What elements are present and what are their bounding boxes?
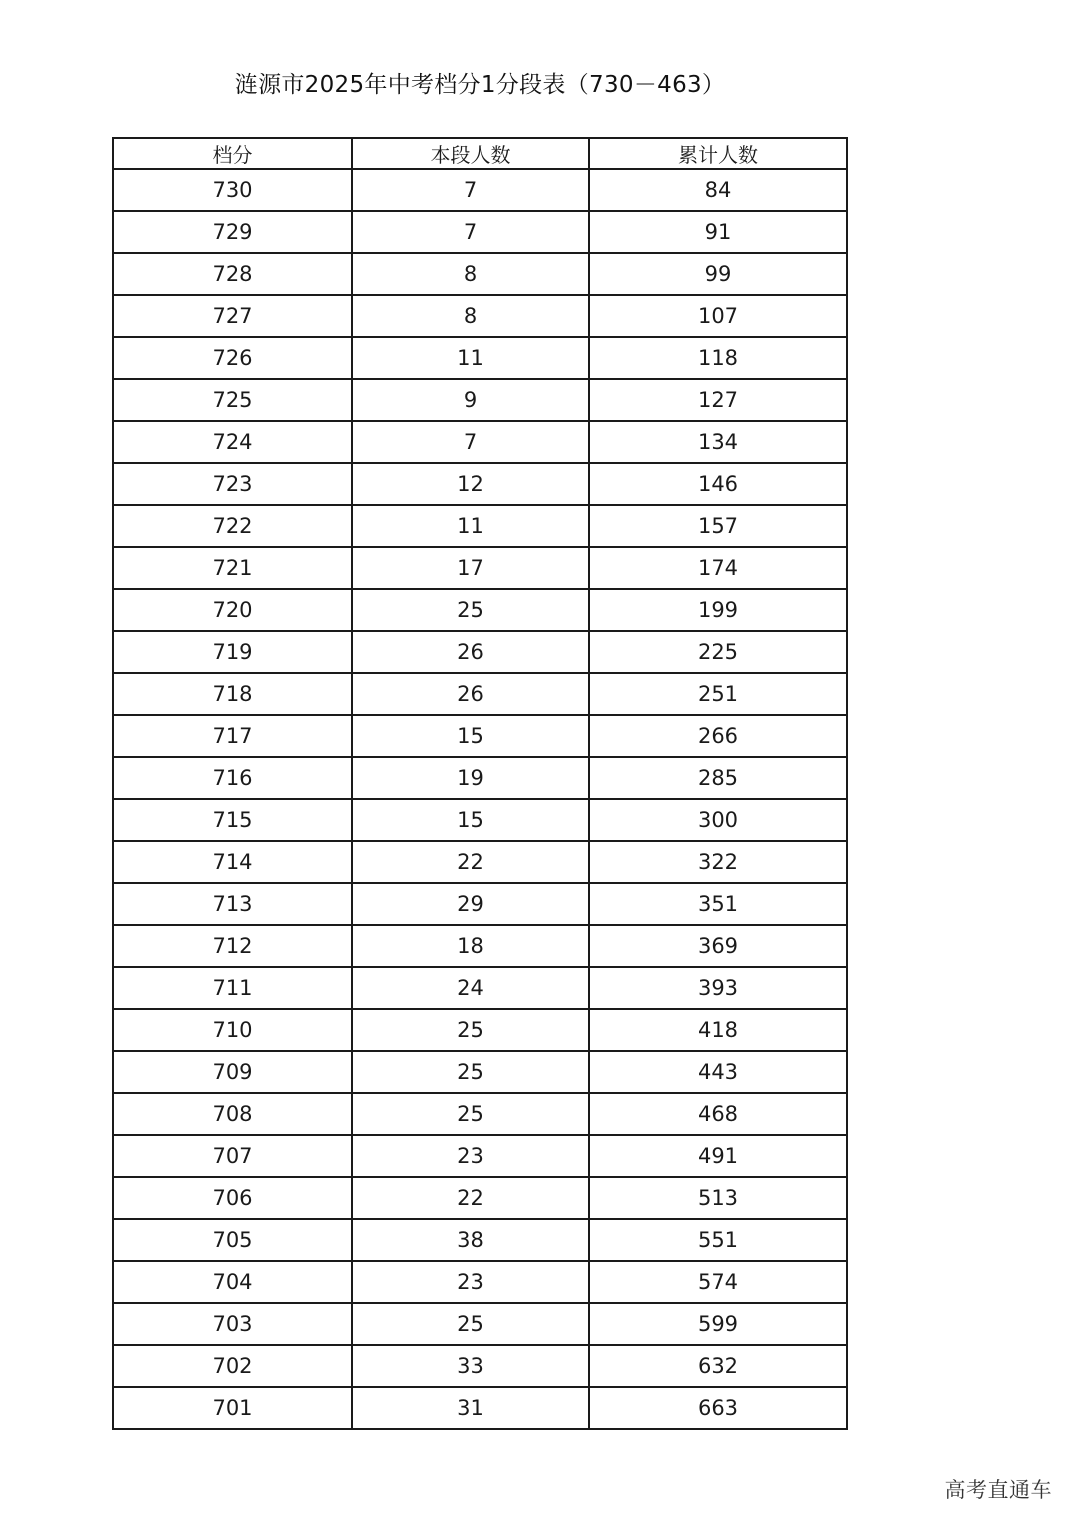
table-row: [113, 673, 847, 715]
cell-segment-count: 11: [352, 505, 589, 547]
cell-cumulative-count: 84: [589, 169, 847, 211]
cell-cumulative-count: 574: [589, 1261, 847, 1303]
table-row: [113, 295, 847, 337]
table-row: [113, 841, 847, 883]
cell-cumulative-count: 225: [589, 631, 847, 673]
table-row: [113, 631, 847, 673]
cell-segment-count: 17: [352, 547, 589, 589]
cell-cumulative-count: 127: [589, 379, 847, 421]
cell-score: 729: [113, 211, 352, 253]
cell-score: 705: [113, 1219, 352, 1261]
cell-score: 722: [113, 505, 352, 547]
cell-segment-count: 18: [352, 925, 589, 967]
cell-score: 706: [113, 1177, 352, 1219]
cell-segment-count: 12: [352, 463, 589, 505]
cell-cumulative-count: 266: [589, 715, 847, 757]
cell-cumulative-count: 351: [589, 883, 847, 925]
cell-segment-count: 15: [352, 799, 589, 841]
cell-score: 707: [113, 1135, 352, 1177]
cell-cumulative-count: 300: [589, 799, 847, 841]
table-row: [113, 715, 847, 757]
table-row: [113, 547, 847, 589]
cell-score: 718: [113, 673, 352, 715]
cell-score: 723: [113, 463, 352, 505]
cell-score: 703: [113, 1303, 352, 1345]
header-row: [113, 138, 847, 169]
table-row: [113, 463, 847, 505]
table-row: [113, 253, 847, 295]
table-row: [113, 1261, 847, 1303]
cell-score: 724: [113, 421, 352, 463]
cell-cumulative-count: 393: [589, 967, 847, 1009]
table-row: [113, 1135, 847, 1177]
cell-cumulative-count: 118: [589, 337, 847, 379]
cell-score: 708: [113, 1093, 352, 1135]
cell-score: 716: [113, 757, 352, 799]
cell-segment-count: 25: [352, 1303, 589, 1345]
cell-segment-count: 29: [352, 883, 589, 925]
cell-segment-count: 26: [352, 631, 589, 673]
cell-segment-count: 26: [352, 673, 589, 715]
table-row: [113, 1009, 847, 1051]
cell-cumulative-count: 99: [589, 253, 847, 295]
cell-score: 704: [113, 1261, 352, 1303]
cell-score: 726: [113, 337, 352, 379]
table-row: [113, 883, 847, 925]
cell-cumulative-count: 663: [589, 1387, 847, 1429]
cell-cumulative-count: 157: [589, 505, 847, 547]
cell-segment-count: 25: [352, 1009, 589, 1051]
cell-cumulative-count: 632: [589, 1345, 847, 1387]
cell-cumulative-count: 551: [589, 1219, 847, 1261]
table-row: [113, 169, 847, 211]
table-row: [113, 589, 847, 631]
cell-segment-count: 8: [352, 253, 589, 295]
table-row: [113, 379, 847, 421]
cell-segment-count: 7: [352, 211, 589, 253]
table-row: [113, 1345, 847, 1387]
cell-cumulative-count: 107: [589, 295, 847, 337]
page-title: 涟源市2025年中考档分1分段表（730－463）: [234, 72, 726, 98]
cell-cumulative-count: 134: [589, 421, 847, 463]
cell-segment-count: 19: [352, 757, 589, 799]
cell-score: 715: [113, 799, 352, 841]
cell-segment-count: 25: [352, 1051, 589, 1093]
column-header-cumulative-count: 累计人数: [589, 138, 847, 169]
cell-cumulative-count: 91: [589, 211, 847, 253]
table-row: [113, 1051, 847, 1093]
cell-score: 730: [113, 169, 352, 211]
cell-score: 711: [113, 967, 352, 1009]
cell-score: 719: [113, 631, 352, 673]
table-row: [113, 1177, 847, 1219]
cell-cumulative-count: 251: [589, 673, 847, 715]
table-row: [113, 1387, 847, 1429]
table-row: [113, 337, 847, 379]
cell-segment-count: 7: [352, 169, 589, 211]
cell-cumulative-count: 468: [589, 1093, 847, 1135]
cell-cumulative-count: 146: [589, 463, 847, 505]
table-row: [113, 799, 847, 841]
table-row: [113, 421, 847, 463]
cell-cumulative-count: 199: [589, 589, 847, 631]
cell-segment-count: 33: [352, 1345, 589, 1387]
cell-cumulative-count: 369: [589, 925, 847, 967]
column-header-segment-count: 本段人数: [352, 138, 589, 169]
cell-score: 725: [113, 379, 352, 421]
table-row: [113, 967, 847, 1009]
cell-score: 709: [113, 1051, 352, 1093]
cell-score: 717: [113, 715, 352, 757]
cell-segment-count: 23: [352, 1135, 589, 1177]
cell-score: 702: [113, 1345, 352, 1387]
cell-cumulative-count: 418: [589, 1009, 847, 1051]
cell-segment-count: 7: [352, 421, 589, 463]
score-distribution-table: [112, 137, 848, 1430]
cell-cumulative-count: 513: [589, 1177, 847, 1219]
cell-cumulative-count: 491: [589, 1135, 847, 1177]
cell-cumulative-count: 443: [589, 1051, 847, 1093]
cell-segment-count: 15: [352, 715, 589, 757]
table-row: [113, 925, 847, 967]
table-row: [113, 1303, 847, 1345]
watermark-text: 高考直通车: [944, 1478, 1052, 1502]
table-row: [113, 505, 847, 547]
cell-score: 728: [113, 253, 352, 295]
table-header: [113, 138, 847, 169]
cell-cumulative-count: 599: [589, 1303, 847, 1345]
cell-segment-count: 23: [352, 1261, 589, 1303]
cell-cumulative-count: 322: [589, 841, 847, 883]
table-row: [113, 757, 847, 799]
cell-score: 710: [113, 1009, 352, 1051]
cell-segment-count: 22: [352, 841, 589, 883]
cell-segment-count: 22: [352, 1177, 589, 1219]
table-row: [113, 1093, 847, 1135]
cell-score: 713: [113, 883, 352, 925]
cell-segment-count: 31: [352, 1387, 589, 1429]
table-row: [113, 211, 847, 253]
cell-segment-count: 24: [352, 967, 589, 1009]
cell-score: 721: [113, 547, 352, 589]
cell-segment-count: 9: [352, 379, 589, 421]
cell-score: 727: [113, 295, 352, 337]
cell-cumulative-count: 285: [589, 757, 847, 799]
table-row: [113, 1219, 847, 1261]
cell-segment-count: 25: [352, 1093, 589, 1135]
cell-segment-count: 25: [352, 589, 589, 631]
cell-segment-count: 8: [352, 295, 589, 337]
table-body: [113, 169, 847, 1429]
cell-cumulative-count: 174: [589, 547, 847, 589]
column-header-score: 档分: [113, 138, 352, 169]
cell-score: 712: [113, 925, 352, 967]
cell-segment-count: 11: [352, 337, 589, 379]
cell-score: 701: [113, 1387, 352, 1429]
cell-score: 714: [113, 841, 352, 883]
cell-score: 720: [113, 589, 352, 631]
cell-segment-count: 38: [352, 1219, 589, 1261]
